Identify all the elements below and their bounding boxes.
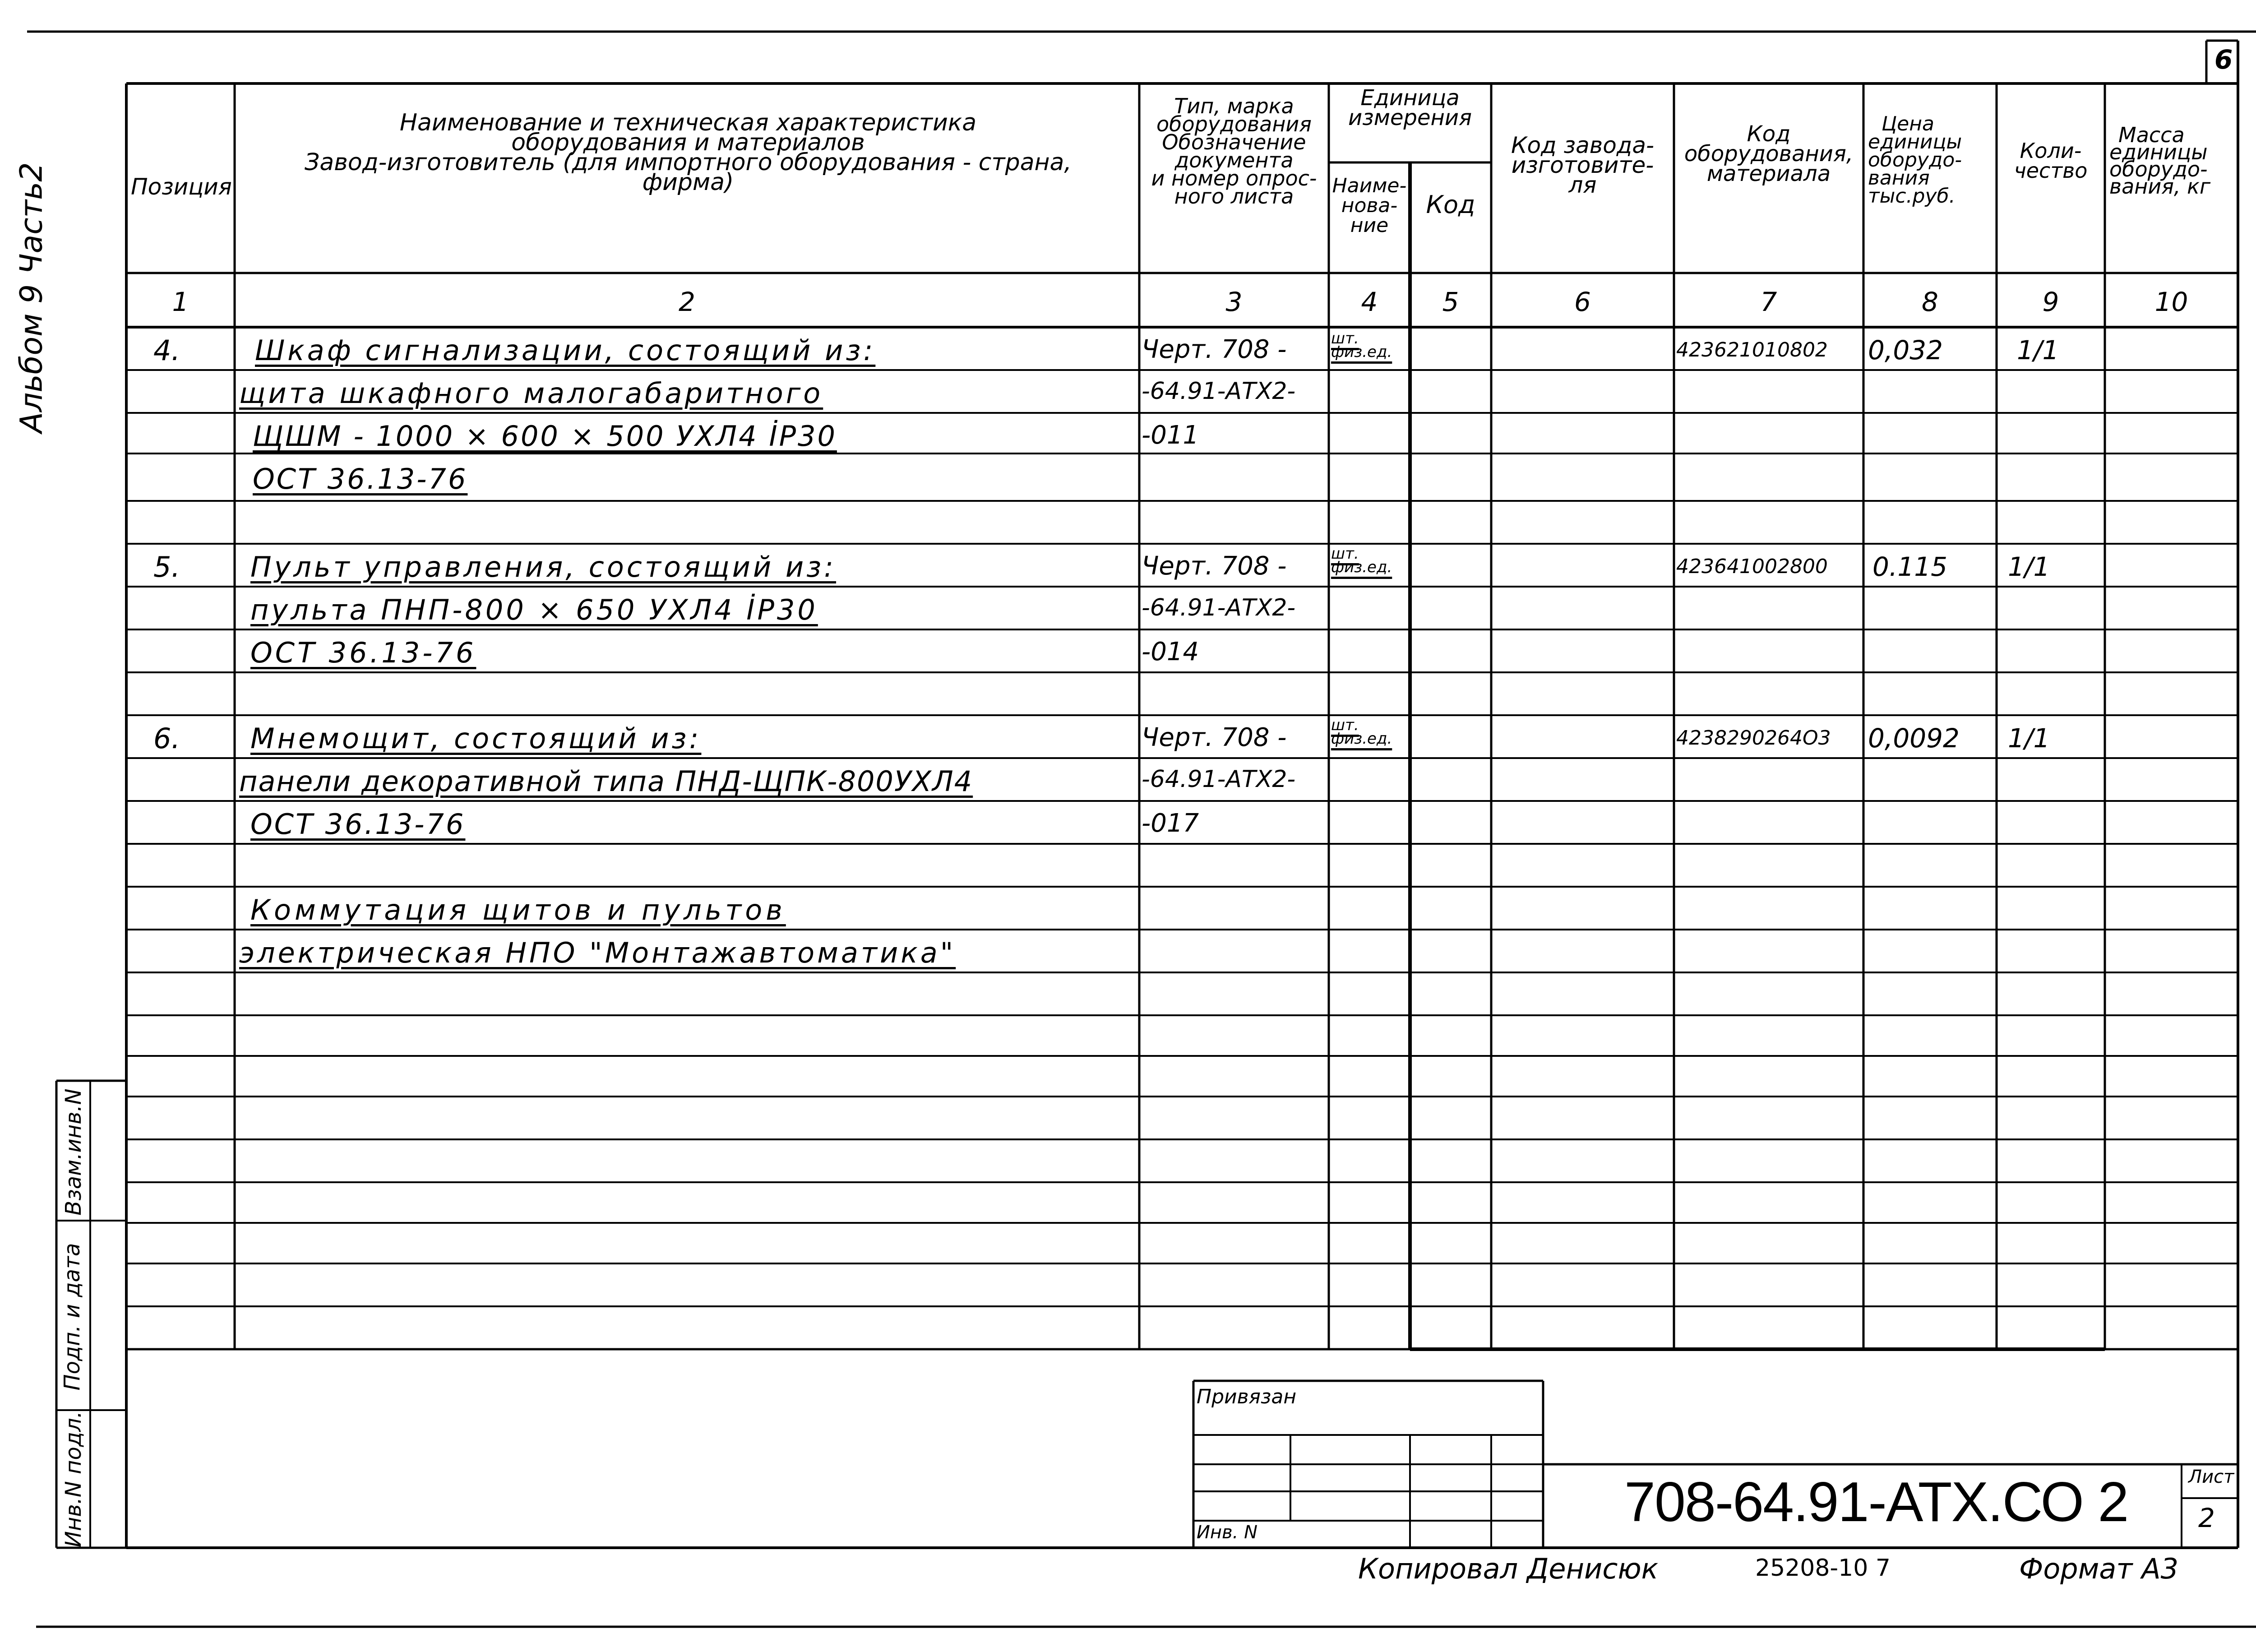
header-type-line1: Тип, марка — [1174, 94, 1294, 118]
header-price-line4: вания — [1868, 167, 1930, 190]
row-type: -64.91-АТХ2- — [1142, 766, 1296, 793]
row-equipment-code: 4238290264О3 — [1676, 727, 1831, 750]
header-unit-name-line2: нова- — [1341, 194, 1398, 217]
header-position: Позиция — [131, 174, 232, 200]
row-name: Шкаф сигнализации, состоящий из: — [255, 334, 876, 367]
row-name: ЩШМ - 1000 × 600 × 500 УХЛ4 İР30 — [253, 420, 837, 453]
column-number-6: 6 — [1574, 287, 1591, 317]
column-number-10: 10 — [2154, 287, 2188, 317]
header-price-line3: оборудо- — [1868, 148, 1962, 171]
column-number-3: 3 — [1225, 287, 1243, 317]
header-unit-code: Код — [1426, 190, 1475, 219]
row-name: ОСТ 36.13-76 — [250, 636, 476, 669]
row-type: Черт. 708 - — [1142, 723, 1287, 752]
header-factory-code-line1: Код завода- — [1511, 132, 1655, 158]
header-name — [237, 109, 1139, 196]
column-number-2: 2 — [679, 287, 695, 317]
row-name: панели декоративной типа ПНД-ЩПК-800УХЛ4 — [239, 765, 973, 798]
row-type: Черт. 708 - — [1142, 551, 1287, 581]
row-position: 4. — [153, 334, 180, 367]
header-price-line2: единицы — [1868, 130, 1962, 153]
side-stamp-replace-inv: Взам.инв.N — [61, 1088, 86, 1216]
header-type-line2: оборудования — [1156, 112, 1312, 136]
row-equipment-code: 423641002800 — [1676, 555, 1828, 578]
header-name-line4: фирма) — [642, 169, 734, 196]
row-type: -017 — [1142, 809, 1199, 838]
header-factory-code — [1491, 132, 1674, 198]
copied-by: Копировал Денисюк — [1358, 1552, 1659, 1585]
header-mass — [2109, 123, 2238, 199]
header-mass-line3: оборудо- — [2109, 157, 2208, 181]
header-unit — [1329, 85, 1491, 130]
header-type — [1139, 94, 1329, 208]
header-unit-name-line1: Наиме- — [1332, 174, 1407, 197]
row-name: Коммутация щитов и пультов — [250, 893, 786, 926]
header-equip-code-line3: материала — [1706, 161, 1831, 186]
paper-format: Формат А3 — [2019, 1552, 2179, 1585]
album-title: Альбом 9 Часть2 — [14, 162, 50, 433]
header-price-line1: Цена — [1882, 112, 1934, 135]
row-name: электрическая НПО "Монтажавтоматика" — [239, 936, 956, 969]
column-number-7: 7 — [1760, 287, 1777, 317]
title-block-bound: Привязан — [1197, 1385, 1297, 1408]
header-mass-line4: вания, кг — [2109, 174, 2211, 199]
row-name: ОСТ 36.13-76 — [250, 808, 466, 841]
row-equipment-code: 423621010802 — [1676, 338, 1828, 361]
row-type: -014 — [1142, 637, 1199, 666]
column-number-8: 8 — [1922, 287, 1938, 317]
header-type-line4: документа — [1174, 148, 1294, 172]
row-name: ОСТ 36.13-76 — [253, 463, 468, 495]
header-unit-name-line3: ние — [1350, 214, 1389, 237]
row-unit: шт. физ.ед. — [1331, 545, 1392, 576]
header-type-line5: и номер опрос- — [1151, 166, 1317, 190]
row-type: -64.91-АТХ2- — [1142, 378, 1296, 405]
header-unit-line2: измерения — [1348, 105, 1472, 130]
row-unit: шт. физ.ед. — [1331, 716, 1392, 748]
row-type: -011 — [1142, 421, 1199, 450]
row-position: 5. — [153, 551, 180, 583]
row-name: Мнемощит, состоящий из: — [250, 722, 702, 755]
sheet-page-number: 2 — [2198, 1503, 2215, 1533]
header-unit-name — [1329, 176, 1410, 236]
row-price: 0.115 — [1872, 551, 1948, 582]
header-name-line2: оборудования и материалов — [511, 129, 865, 156]
row-price: 0,032 — [1868, 335, 1943, 366]
row-name: пульта ПНП-800 × 650 УХЛ4 İР30 — [250, 593, 818, 626]
document-code: 708-64.91-АТХ.СО 2 — [1624, 1471, 2128, 1533]
row-name: Пульт управления, состоящий из: — [250, 551, 837, 583]
header-price — [1868, 112, 1997, 208]
side-stamp-sign-date: Подп. и дата — [60, 1243, 85, 1391]
side-stamp-inv-orig: Инв.N подл. — [61, 1411, 86, 1547]
header-factory-code-line2: изготовите- — [1511, 152, 1654, 178]
header-equip-code-line1: Код — [1747, 121, 1791, 147]
header-unit-line1: Единица — [1360, 85, 1460, 111]
row-quantity: 1/1 — [2017, 335, 2059, 366]
column-number-9: 9 — [2042, 287, 2059, 317]
header-name-line3: Завод-изготовитель (для импортного оборудования - страна, — [305, 149, 1072, 176]
sheet-number: 6 — [2214, 44, 2233, 75]
header-mass-line2: единицы — [2109, 140, 2208, 164]
sheet-label: Лист — [2188, 1467, 2234, 1487]
header-quantity-line1: Коли- — [2020, 139, 2082, 163]
header-price-line5: тыс.руб. — [1868, 185, 1956, 208]
header-type-line3: Обозначение — [1162, 130, 1306, 154]
drawing-number: 25208-10 7 — [1755, 1555, 1891, 1582]
title-block-inv-no: Инв. N — [1197, 1522, 1257, 1543]
header-name-line1: Наименование и техническая характеристика — [399, 109, 977, 136]
row-quantity: 1/1 — [2008, 551, 2050, 582]
row-name: щита шкафного малогабаритного — [239, 377, 823, 410]
header-type-line6: ного листа — [1174, 184, 1294, 208]
row-type: -64.91-АТХ2- — [1142, 594, 1296, 621]
row-quantity: 1/1 — [2008, 723, 2050, 754]
row-price: 0,0092 — [1868, 723, 1960, 754]
header-mass-line1: Масса — [2118, 123, 2185, 147]
column-number-4: 4 — [1361, 287, 1378, 317]
header-quantity — [1997, 139, 2105, 183]
row-type: Черт. 708 - — [1142, 335, 1287, 364]
column-number-5: 5 — [1442, 287, 1459, 317]
row-position: 6. — [153, 722, 180, 755]
header-equip-code-line2: оборудования, — [1684, 141, 1854, 167]
row-unit: шт. физ.ед. — [1331, 329, 1392, 361]
header-factory-code-line3: ля — [1568, 172, 1597, 198]
header-quantity-line2: чество — [2014, 158, 2088, 183]
column-number-1: 1 — [172, 287, 189, 317]
header-equip-code — [1674, 121, 1863, 186]
